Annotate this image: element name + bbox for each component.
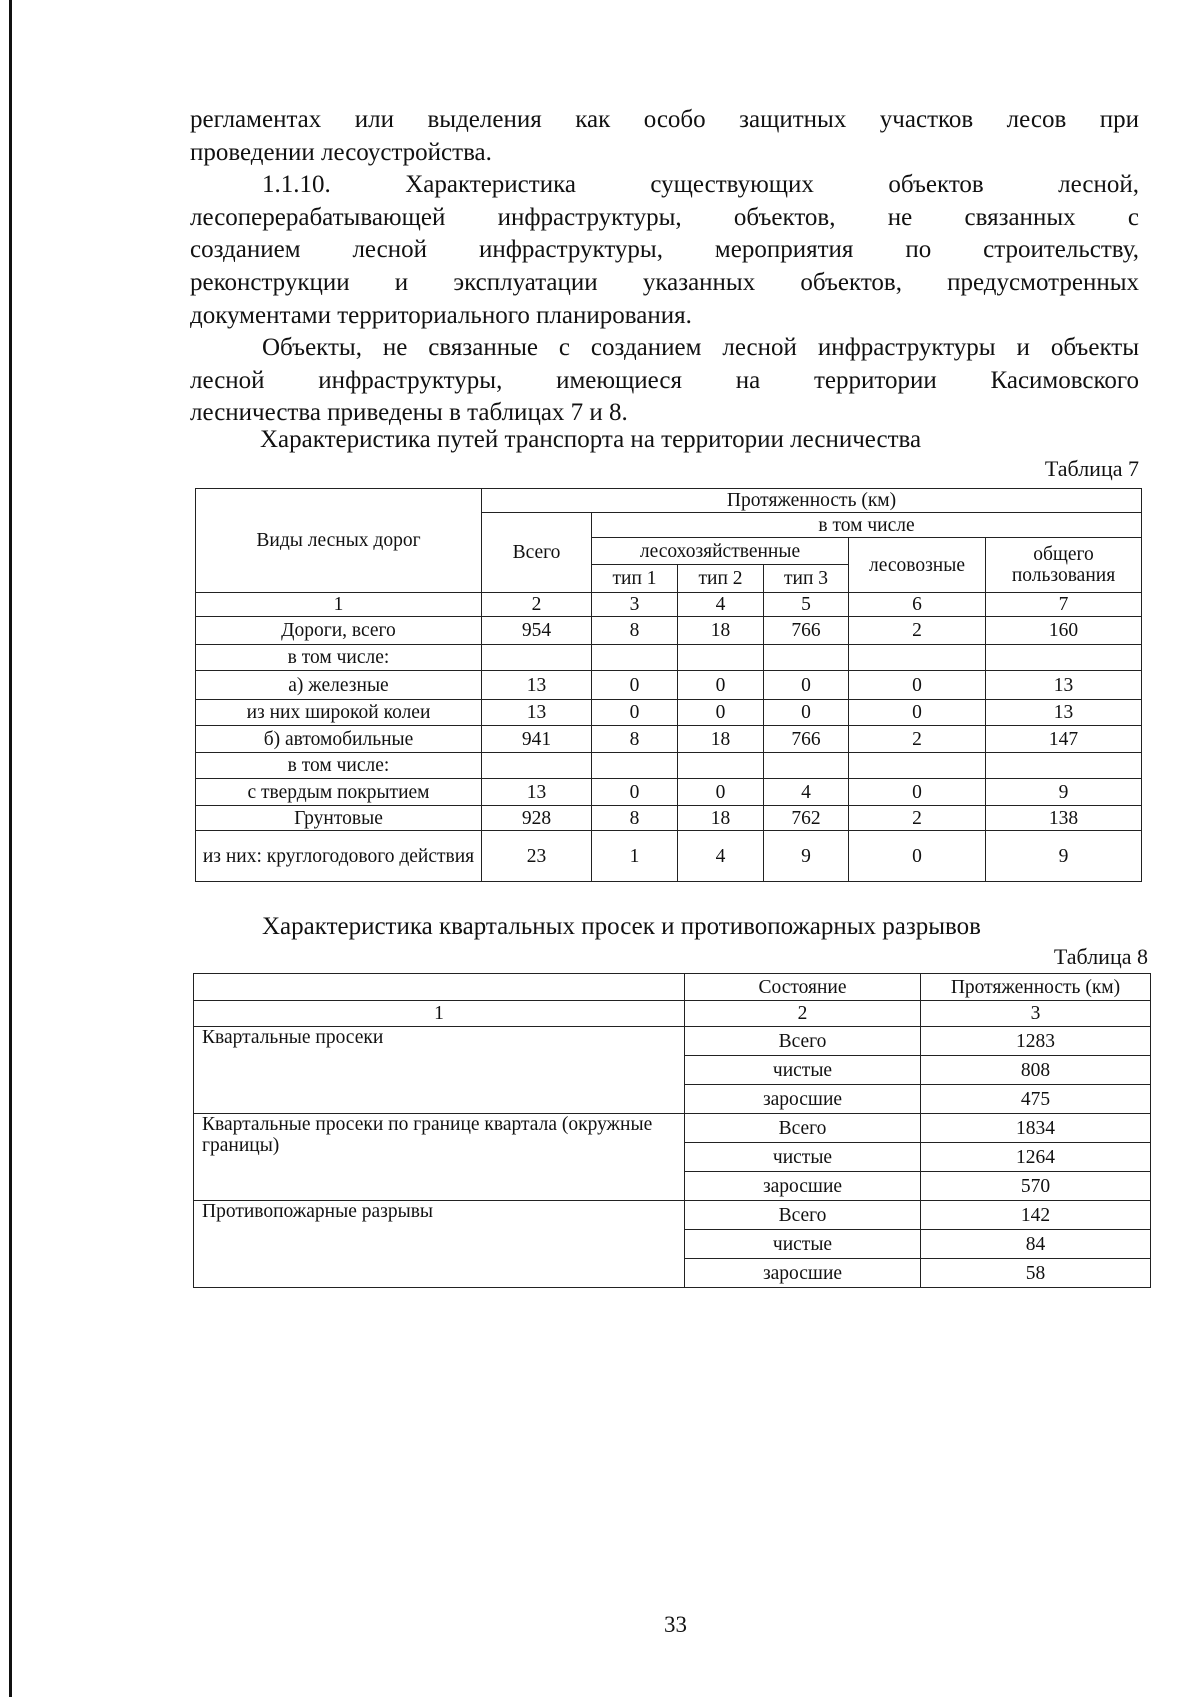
cell-value: 0	[678, 700, 764, 726]
table8-title: Характеристика квартальных просек и противопожарных разрывов	[262, 913, 981, 940]
cell-value: 13	[986, 700, 1142, 726]
cell-value: 954	[482, 617, 592, 645]
cell-value: 0	[592, 671, 678, 700]
header-type1: тип 1	[592, 565, 678, 593]
column-number: 7	[986, 593, 1142, 617]
cell-value: 4	[678, 831, 764, 882]
header-logging: лесовозные	[849, 538, 986, 593]
cell-value: 0	[678, 779, 764, 806]
cell-value: 0	[849, 779, 986, 806]
table-row	[196, 806, 1142, 831]
cell-value	[764, 753, 849, 779]
state-cell: заросшие	[685, 1085, 921, 1114]
cell-value: 8	[592, 617, 678, 645]
length-cell: 142	[921, 1201, 1151, 1230]
state-cell: чистые	[685, 1143, 921, 1172]
table8-label: Таблица 8	[1053, 944, 1148, 969]
row-label: в том числе:	[196, 645, 482, 671]
text-line: лесничества приведены в таблицах 7 и 8.	[190, 399, 628, 427]
table-row	[196, 617, 1142, 645]
cell-value: 1	[592, 831, 678, 882]
cell-value: 0	[592, 779, 678, 806]
cell-value: 13	[482, 671, 592, 700]
cell-value: 766	[764, 726, 849, 753]
table-row	[196, 645, 1142, 671]
table7	[195, 488, 1142, 882]
cell-value	[678, 753, 764, 779]
row-label: Дороги, всего	[196, 617, 482, 645]
text-line: лесоперерабатывающей инфраструктуры, объектов, не связанных с	[190, 203, 1139, 231]
text-line: документами территориального планирования.	[190, 301, 692, 329]
table7-title: Характеристика путей транспорта на территории лесничества	[260, 426, 922, 453]
row-label: в том числе:	[196, 753, 482, 779]
column-number: 6	[849, 593, 986, 617]
cell-value: 0	[849, 671, 986, 700]
page-number: 33	[664, 1612, 687, 1637]
header-length: Протяженность (км)	[482, 489, 1142, 513]
scan-edge-line	[9, 0, 12, 1697]
header-row	[194, 974, 1151, 1001]
state-cell: заросшие	[685, 1259, 921, 1288]
cell-value: 18	[678, 726, 764, 753]
column-number: 3	[921, 1001, 1151, 1027]
cell-value	[592, 645, 678, 671]
cell-value: 8	[592, 806, 678, 831]
text-line: проведении лесоустройства.	[190, 138, 492, 166]
cell-value: 9	[986, 779, 1142, 806]
cell-value: 9	[986, 831, 1142, 882]
cell-value: 8	[592, 726, 678, 753]
cell-value	[764, 645, 849, 671]
cell-value: 13	[482, 700, 592, 726]
cell-value	[592, 753, 678, 779]
length-cell: 58	[921, 1259, 1151, 1288]
column-header: Протяженность (км)	[921, 974, 1151, 1001]
text-line: 1.1.10. Характеристика существующих объектов лесной,	[262, 171, 1139, 199]
cell-value: 4	[764, 779, 849, 806]
table-row	[196, 779, 1142, 806]
cell-value	[482, 645, 592, 671]
header-public: общего пользования	[986, 538, 1142, 593]
table-row	[196, 753, 1142, 779]
length-cell: 1283	[921, 1027, 1151, 1056]
cell-value: 941	[482, 726, 592, 753]
state-cell: чистые	[685, 1230, 921, 1259]
cell-value: 18	[678, 617, 764, 645]
column-header: Состояние	[685, 974, 921, 1001]
cell-value: 2	[849, 726, 986, 753]
cell-value: 2	[849, 617, 986, 645]
length-cell: 808	[921, 1056, 1151, 1085]
cell-value: 9	[764, 831, 849, 882]
table-row	[196, 671, 1142, 700]
cell-value: 160	[986, 617, 1142, 645]
text-line: созданием лесной инфраструктуры, мероприятия по строительству,	[190, 236, 1139, 264]
text-line: регламентах или выделения как особо защитных участков лесов при	[190, 106, 1139, 133]
header-type3: тип 3	[764, 565, 849, 593]
column-header	[194, 974, 685, 1001]
column-number: 1	[196, 593, 482, 617]
column-number: 1	[194, 1001, 685, 1027]
text-line: реконструкции и эксплуатации указанных объектов, предусмотренных	[190, 268, 1139, 296]
header-road-types: Виды лесных дорог	[196, 489, 482, 593]
length-cell: 475	[921, 1085, 1151, 1114]
group-label: Квартальные просеки по границе квартала (окружные границы)	[194, 1114, 685, 1201]
header-including: в том числе	[592, 513, 1142, 538]
cell-value: 13	[482, 779, 592, 806]
table-row	[196, 831, 1142, 882]
column-number-row	[196, 593, 1142, 617]
header-forestry: лесохозяйственные	[592, 538, 849, 565]
state-cell: Всего	[685, 1114, 921, 1143]
row-label: с твердым покрытием	[196, 779, 482, 806]
cell-value	[482, 753, 592, 779]
table8	[193, 973, 1151, 1288]
row-label: из них: круглогодового действия	[196, 831, 482, 882]
header-type2: тип 2	[678, 565, 764, 593]
cell-value: 0	[849, 831, 986, 882]
group-label: Противопожарные разрывы	[194, 1201, 685, 1288]
cell-value	[678, 645, 764, 671]
row-label: Грунтовые	[196, 806, 482, 831]
state-cell: Всего	[685, 1201, 921, 1230]
group-label: Квартальные просеки	[194, 1027, 685, 1114]
row-label: из них широкой колеи	[196, 700, 482, 726]
column-number-row	[194, 1001, 1151, 1027]
length-cell: 84	[921, 1230, 1151, 1259]
header-total: Всего	[482, 513, 592, 593]
table-row	[196, 700, 1142, 726]
cell-value	[849, 753, 986, 779]
table7-label: Таблица 7	[1044, 456, 1139, 481]
column-number: 2	[685, 1001, 921, 1027]
column-number: 5	[764, 593, 849, 617]
column-number: 4	[678, 593, 764, 617]
cell-value	[986, 645, 1142, 671]
table-row	[194, 1114, 1151, 1143]
column-number: 2	[482, 593, 592, 617]
cell-value: 13	[986, 671, 1142, 700]
column-number: 3	[592, 593, 678, 617]
cell-value: 0	[849, 700, 986, 726]
cell-value: 2	[849, 806, 986, 831]
cell-value: 928	[482, 806, 592, 831]
cell-value: 0	[678, 671, 764, 700]
cell-value: 0	[764, 671, 849, 700]
cell-value: 0	[592, 700, 678, 726]
body-text	[190, 104, 1139, 430]
text-line: лесной инфраструктуры, имеющиеся на территории Касимовского	[190, 366, 1139, 394]
cell-value: 138	[986, 806, 1142, 831]
row-label: а) железные	[196, 671, 482, 700]
cell-value: 0	[764, 700, 849, 726]
cell-value: 23	[482, 831, 592, 882]
text-line: Объекты, не связанные с созданием лесной инфраструктуры и объекты	[262, 334, 1139, 362]
cell-value	[849, 645, 986, 671]
cell-value: 147	[986, 726, 1142, 753]
state-cell: Всего	[685, 1027, 921, 1056]
length-cell: 1834	[921, 1114, 1151, 1143]
length-cell: 1264	[921, 1143, 1151, 1172]
table-row	[196, 726, 1142, 753]
cell-value: 762	[764, 806, 849, 831]
cell-value	[986, 753, 1142, 779]
state-cell: заросшие	[685, 1172, 921, 1201]
cell-value: 766	[764, 617, 849, 645]
state-cell: чистые	[685, 1056, 921, 1085]
row-label: б) автомобильные	[196, 726, 482, 753]
table-row	[194, 1027, 1151, 1056]
length-cell: 570	[921, 1172, 1151, 1201]
table-row	[194, 1201, 1151, 1230]
cell-value: 18	[678, 806, 764, 831]
